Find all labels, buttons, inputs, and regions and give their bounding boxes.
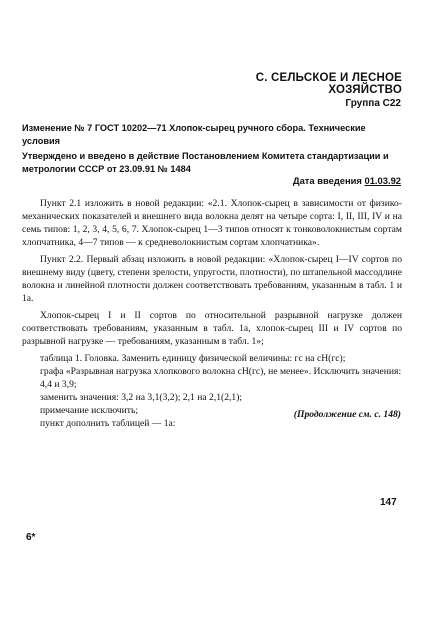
- paragraph-2-2: Пункт 2.2. Первый абзац изложить в новой редакции: «Хлопок-сырец I—IV сортов по внешнему виду (цвету, степени зрелости, упругости, плотности), по штапельной массодлине волокна и линейной плотности должен соответствовать требованиям, указанным в табл. 1 и 1а.: [22, 254, 403, 304]
- date-value: 01.03.92: [364, 175, 401, 186]
- instruction-line: примечание исключить;: [40, 405, 138, 416]
- instruction-line: таблица 1. Головка. Заменить единицу физической величины: гс на сН(гс);: [40, 353, 346, 364]
- paragraph-2-1: Пункт 2.1 изложить в новой редакции: «2.1. Хлопок-сырец в зависимости от физико-механических показателей и внешнего вида волокна делят на четыре сорта: I, II, III, IV и на семь типов: 1, 2, 3, 4, 5, 6, 7. Хлопок-сырец 1—3 типов относят к тонковолокнистым сортам хлопчатника, 4—7 типов — к средневолокнистым сортам хлопчатника».: [22, 198, 402, 248]
- instruction-line: графа «Разрывная нагрузка хлопкового волокна сН(гс), не менее». Исключить значения: 4,4 и 3,9;: [40, 366, 402, 390]
- approval-statement: Утверждено и введено в действие Постановлением Комитета стандартизации и метрологии СССР от 23.09.91 № 1484: [22, 151, 389, 174]
- change-heading: Изменение № 7 ГОСТ 10202—71 Хлопок-сырец ручного сбора. Технические условия: [22, 123, 366, 146]
- document-body: [22, 197, 402, 430]
- section-title: С. СЕЛЬСКОЕ И ЛЕСНОЕ ХОЗЯЙСТВО: [255, 72, 402, 96]
- instruction-line: пункт дополнить таблицей — 1а:: [40, 418, 176, 429]
- effective-date: [293, 175, 401, 186]
- page-number: 147: [380, 497, 397, 508]
- continuation-note: (Продолжение см. с. 148): [293, 409, 401, 420]
- signature-mark: 6*: [26, 532, 36, 543]
- instruction-line: заменить значения: 3,2 на 3,1(3,2); 2,1 на 2,1(2,1);: [40, 392, 243, 403]
- paragraph-2-2-cont: Хлопок-сырец I и II сортов по относительной разрывной нагрузке должен соответствовать требованиям, указанным в табл. 1а, хлопок-сырец III и IV сортов по разрывной нагрузке — требованиям, указанным в табл. 1»;: [22, 310, 402, 347]
- date-label: Дата введения: [292, 175, 362, 186]
- group-code: Группа С22: [345, 98, 401, 109]
